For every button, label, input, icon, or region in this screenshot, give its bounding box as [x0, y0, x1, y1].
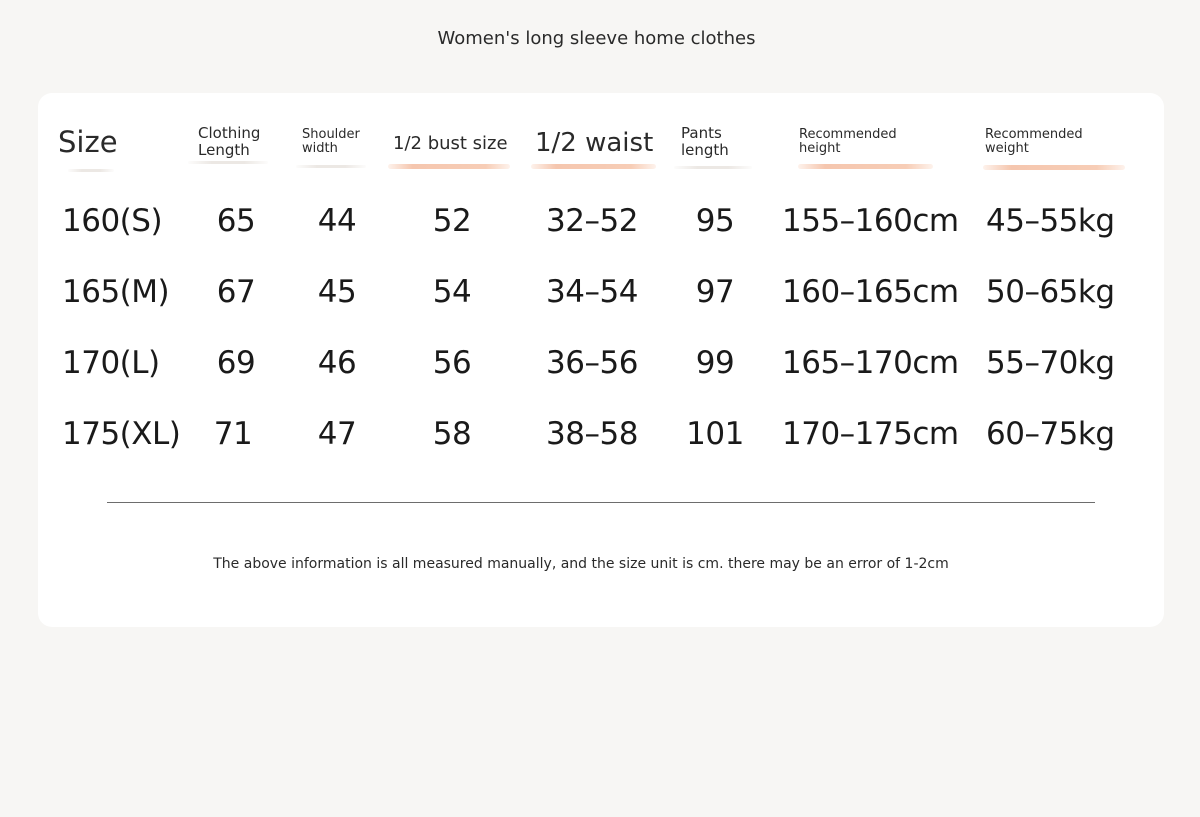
header-waist: 1/2 waist: [535, 128, 654, 158]
cell-pants: 97: [695, 274, 735, 310]
cell-size: 175(XL): [62, 416, 181, 452]
cell-pants: 95: [695, 203, 735, 239]
cell-weight: 55–70kg: [986, 345, 1115, 381]
cell-shoulder: 44: [317, 203, 357, 239]
header-bust: 1/2 bust size: [393, 133, 508, 154]
cell-height: 165–170cm: [782, 345, 959, 381]
cell-length: 69: [216, 345, 256, 381]
header-shoulder-width: Shoulder width: [302, 127, 360, 157]
cell-waist: 34–54: [546, 274, 638, 310]
cell-length: 65: [216, 203, 256, 239]
cell-length: 67: [216, 274, 256, 310]
cell-size: 170(L): [62, 345, 160, 381]
cell-bust: 58: [432, 416, 472, 452]
cell-bust: 56: [432, 345, 472, 381]
cell-size: 160(S): [62, 203, 163, 239]
cell-shoulder: 47: [317, 416, 357, 452]
header-underline: [296, 165, 366, 168]
header-highlight: [798, 164, 933, 169]
cell-waist: 36–56: [546, 345, 638, 381]
cell-waist: 38–58: [546, 416, 638, 452]
page-title: Women's long sleeve home clothes: [437, 28, 756, 49]
cell-bust: 54: [432, 274, 472, 310]
cell-weight: 45–55kg: [986, 203, 1115, 239]
cell-size: 165(M): [62, 274, 170, 310]
header-recommended-weight: Recommended weight: [985, 127, 1083, 157]
divider-line: [107, 502, 1095, 503]
header-recommended-height: Recommended height: [799, 127, 897, 157]
cell-length: 71: [213, 416, 253, 452]
header-size: Size: [58, 125, 118, 159]
cell-waist: 32–52: [546, 203, 638, 239]
cell-pants: 101: [686, 416, 744, 452]
header-underline: [674, 166, 752, 169]
measurement-note: The above information is all measured manually, and the size unit is cm. there may be an error of 1-2cm: [213, 556, 949, 572]
cell-height: 155–160cm: [782, 203, 959, 239]
cell-height: 160–165cm: [782, 274, 959, 310]
cell-pants: 99: [695, 345, 735, 381]
cell-weight: 50–65kg: [986, 274, 1115, 310]
cell-shoulder: 46: [317, 345, 357, 381]
cell-height: 170–175cm: [782, 416, 959, 452]
cell-shoulder: 45: [317, 274, 357, 310]
header-pants-length: Pants length: [681, 124, 729, 159]
header-highlight: [531, 164, 656, 169]
size-chart-card: [38, 93, 1164, 627]
header-highlight: [388, 164, 510, 169]
header-underline: [188, 161, 268, 164]
header-highlight: [983, 165, 1125, 170]
cell-bust: 52: [432, 203, 472, 239]
cell-weight: 60–75kg: [986, 416, 1115, 452]
header-clothing-length: Clothing Length: [198, 124, 261, 159]
header-underline: [68, 169, 114, 172]
